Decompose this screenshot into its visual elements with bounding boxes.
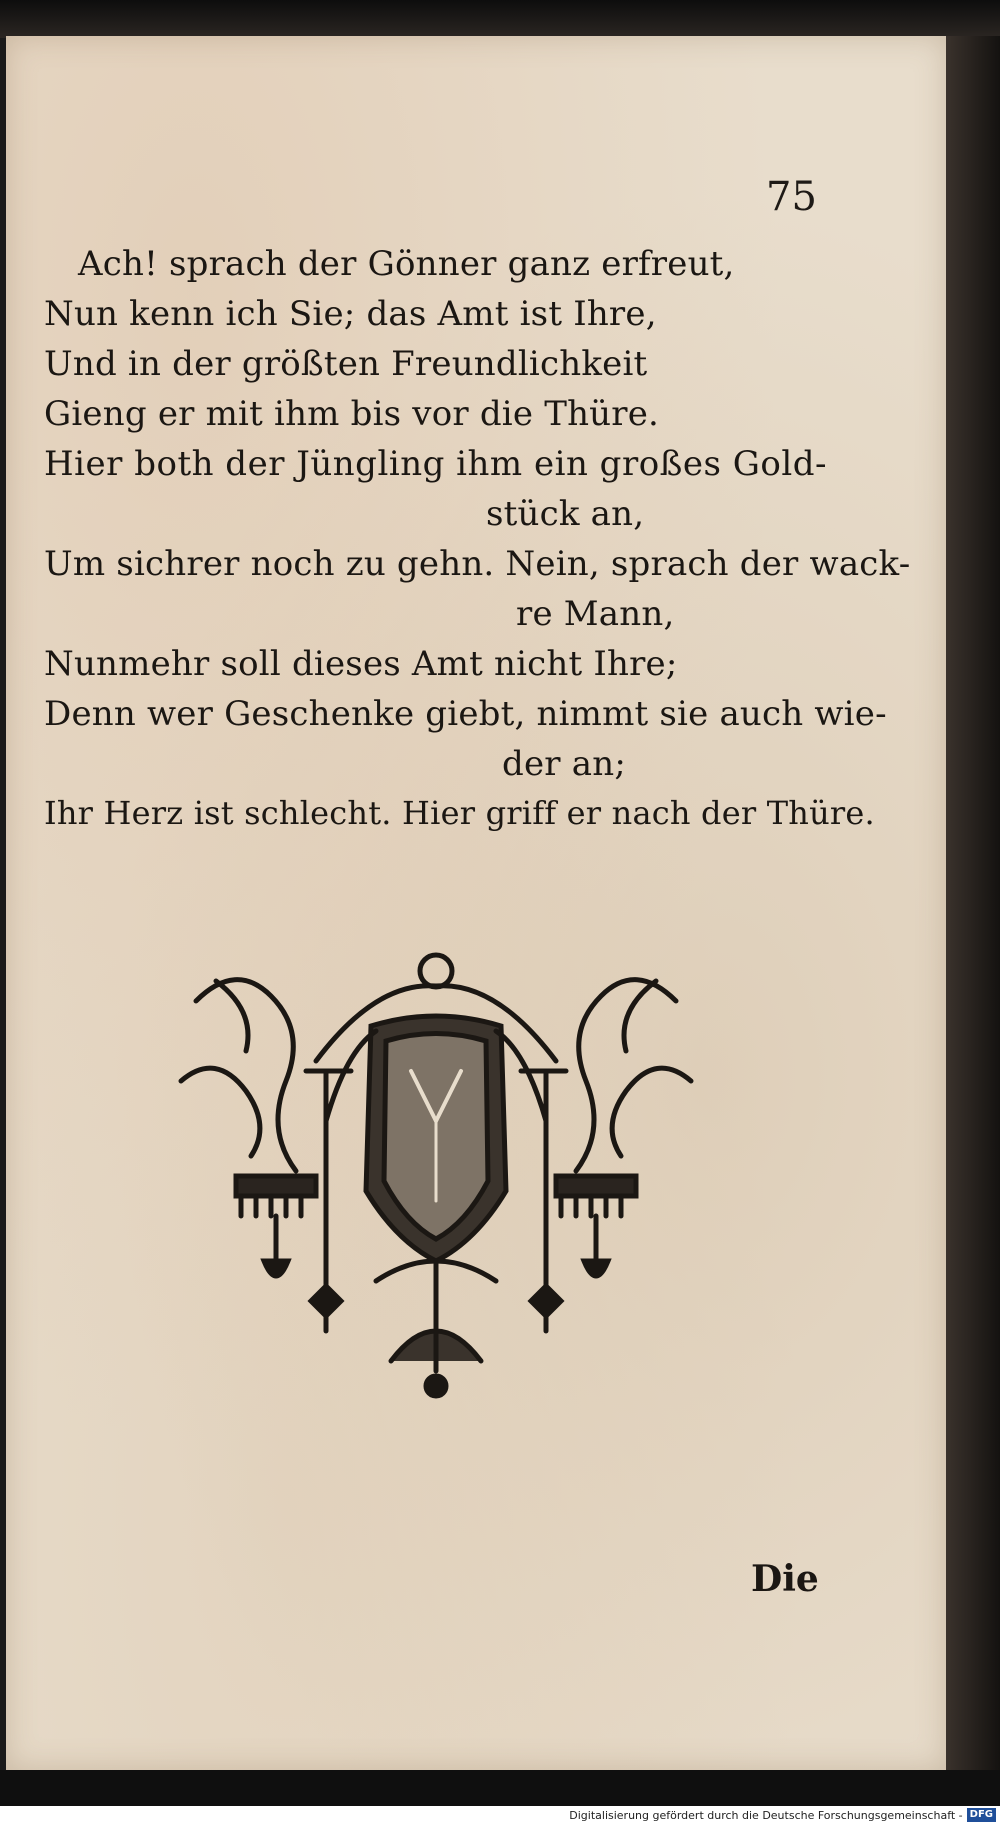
scan-bottom-edge [0, 1770, 1000, 1806]
verse-line: Und in der größten Freundlichkeit [44, 344, 648, 384]
verse-line: Hier both der Jüngling ihm ein großes Gold- [44, 444, 828, 484]
verse-line: Nun kenn ich Sie; das Amt ist Ihre, [44, 294, 657, 334]
funding-credit: Digitalisierung gefördert durch die Deutsche Forschungsgemeinschaft - [569, 1808, 963, 1822]
floral-vignette-icon [176, 941, 696, 1421]
dfg-logo: DFG [967, 1808, 996, 1822]
verse-line: Um sichrer noch zu gehn. Nein, sprach der wack- [44, 544, 911, 584]
catchword: Die [751, 1558, 819, 1600]
book-page [6, 36, 948, 1770]
digitization-footer [0, 1806, 1000, 1824]
verse-line: Nunmehr soll dieses Amt nicht Ihre; [44, 644, 678, 684]
scan-top-edge [0, 0, 1000, 38]
verse-line-continuation: stück an, [486, 494, 645, 534]
verse-line: Gieng er mit ihm bis vor die Thüre. [44, 394, 660, 434]
verse-line: Ach! sprach der Gönner ganz erfreut, [78, 244, 735, 284]
page-number: 75 [766, 174, 817, 220]
verse-line-continuation: der an; [502, 744, 626, 784]
verse-line-continuation: re Mann, [516, 594, 675, 634]
verse-line: Denn wer Geschenke giebt, nimmt sie auch wie- [44, 694, 887, 734]
book-spine-edge [946, 36, 1000, 1770]
verse-line: Ihr Herz ist schlecht. Hier griff er nach der Thüre. [44, 794, 875, 832]
